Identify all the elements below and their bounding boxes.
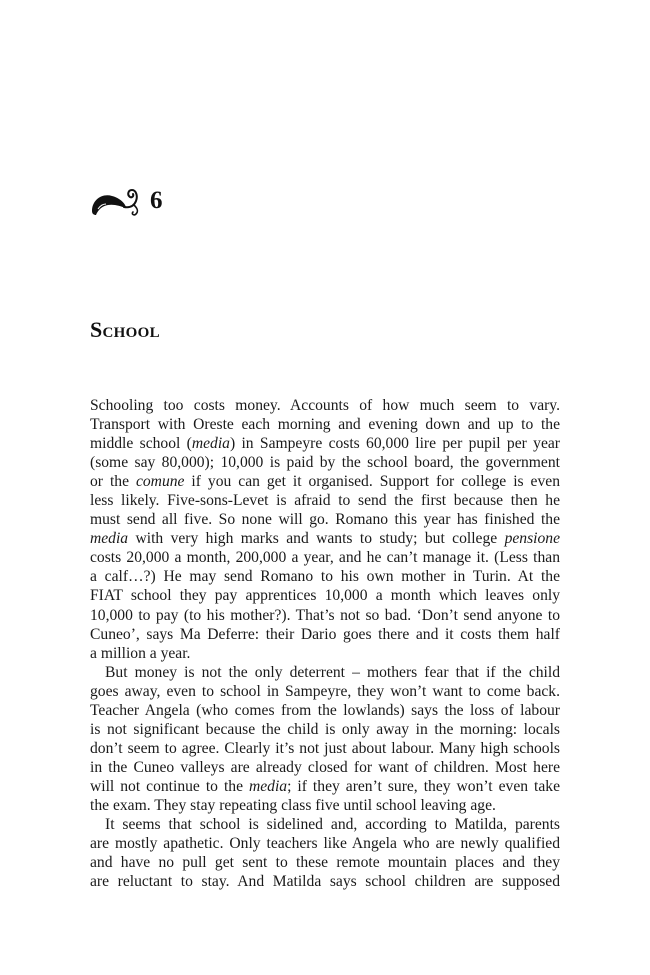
text-line: must send all five. So none will go. Romano this year has finished the	[90, 511, 560, 529]
text-line: or the comune if you can get it organised. Support for college is even	[90, 473, 560, 491]
text-line: media with very high marks and wants to study; but college pensione	[90, 530, 560, 548]
text-line: are mostly apathetic. Only teachers like Angela who are newly qualified	[90, 835, 560, 853]
text-line: FIAT school they pay apprentices 10,000 a month which leaves only	[90, 587, 560, 605]
italic-term: comune	[135, 473, 185, 491]
chapter-heading	[90, 184, 163, 218]
text-line: a calf…?) He may send Romano to his own mother in Turin. At the	[90, 568, 560, 586]
italic-term: pensione	[504, 530, 560, 548]
paragraph	[90, 663, 560, 815]
text-line: a million a year.	[90, 644, 191, 662]
fleuron-ornament-icon	[90, 184, 148, 218]
italic-term: media	[249, 777, 288, 795]
paragraph	[90, 396, 560, 663]
text-line: don’t seem to agree. Clearly it’s not just about labour. Many high schools	[90, 739, 560, 757]
paragraph	[90, 815, 560, 891]
text-line: (some say 80,000); 10,000 is paid by the school board, the government	[90, 454, 560, 472]
text-line: It seems that school is sidelined and, according to Matilda, parents	[105, 816, 560, 834]
body-text	[90, 396, 560, 891]
text-line: goes away, even to school in Sampeyre, they won’t want to come back.	[90, 682, 560, 700]
text-line: in the Cuneo valleys are already closed for want of children. Most here	[90, 758, 560, 776]
text-line: less likely. Five-sons-Levet is afraid to send the first because then he	[90, 492, 560, 510]
text-line: Schooling too costs money. Accounts of how much seem to vary.	[90, 397, 560, 414]
text-line: middle school (media) in Sampeyre costs 60,000 lire per pupil per year	[90, 435, 560, 453]
text-line: 10,000 to pay (to his mother?). That’s not so bad. ‘Don’t send anyone to	[90, 606, 560, 624]
italic-term: media	[90, 530, 129, 548]
text-line: and have no pull get sent to these remote mountain places and they	[90, 854, 560, 872]
text-line: is not significant because the child is only away in the morning: locals	[90, 720, 560, 738]
text-line: But money is not the only deterrent – mothers fear that if the child	[105, 663, 560, 681]
text-line: will not continue to the media; if they aren’t sure, they won’t even take	[90, 777, 561, 795]
text-line: are reluctant to stay. And Matilda says school children are supposed	[90, 873, 560, 891]
text-line: the exam. They stay repeating class five until school leaving age.	[90, 796, 496, 814]
chapter-number: 6	[150, 187, 163, 214]
chapter-title: School	[90, 317, 160, 342]
text-line: costs 20,000 a month, 200,000 a year, and he can’t manage it. (Less than	[90, 549, 560, 567]
italic-term: media	[191, 435, 230, 453]
text-line: Teacher Angela (who comes from the lowlands) says the loss of labour	[90, 701, 560, 719]
text-line: Cuneo’, says Ma Deferre: their Dario goes there and it costs them half	[90, 625, 560, 643]
text-line: Transport with Oreste each morning and evening down and up to the	[90, 416, 560, 434]
